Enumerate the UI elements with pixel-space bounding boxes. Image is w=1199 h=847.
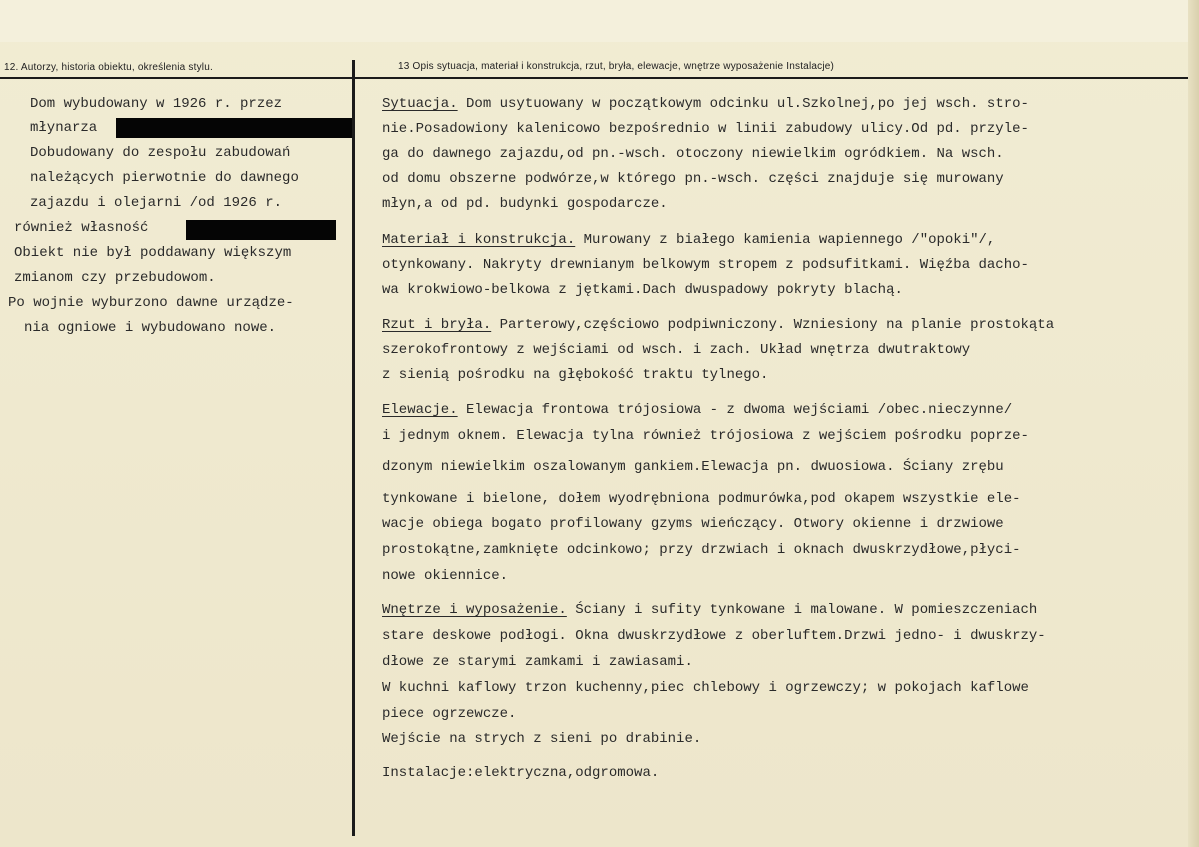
left-line-9: Po wojnie wyburzono dawne urządze- (8, 295, 294, 311)
body-line: Wejście na strych z sieni po drabinie. (382, 731, 702, 747)
column-divider (352, 60, 355, 836)
right-column-header: 13 Opis sytuacja, materiał i konstrukcja, rzut, bryła, elewacje, wnętrze wyposażenie Instalacje) (398, 61, 835, 72)
left-line-8: zmianom czy przebudowom. (14, 270, 216, 286)
card-top-margin (0, 0, 1199, 42)
header-rule (0, 77, 1199, 79)
body-line: szerokofrontowy z wejściami od wsch. i zach. Układ wnętrza dwutraktowy (382, 342, 971, 358)
body-line: W kuchni kaflowy trzon kuchenny,piec chlebowy i ogrzewczy; w pokojach kaflowe (382, 680, 1029, 696)
body-line: piece ogrzewcze. (382, 706, 517, 722)
section-heading: Elewacje. (382, 402, 458, 418)
body-line: prostokątne,zamknięte odcinkowo; przy drzwiach i oknach dwuskrzydłowe,płyci- (382, 542, 1021, 558)
left-line-10: nia ogniowe i wybudowano nowe. (24, 320, 277, 336)
redaction-bar (186, 220, 336, 240)
body-line: nie.Posadowiony kalenicowo bezpośrednio w linii zabudowy ulicy.Od pd. przyle- (382, 121, 1029, 137)
body-line: wacje obiega bogato profilowany gzyms wieńczący. Otwory okienne i drzwiowe (382, 516, 1004, 532)
left-line-6: również własność (14, 220, 149, 236)
body-line: otynkowany. Nakryty drewnianym belkowym stropem z podsufitkami. Więźba dacho- (382, 257, 1029, 273)
left-line-4: należących pierwotnie do dawnego (30, 170, 299, 186)
section-heading: Rzut i bryła. (382, 317, 492, 333)
body-line: i jednym oknem. Elewacja tylna również trójosiowa z wejściem pośrodku poprze- (382, 428, 1029, 444)
body-line: Murowany z białego kamienia wapiennego /"opoki"/, (575, 232, 996, 248)
body-line: od domu obszerne podwórze,w którego pn.-wsch. części znajduje się murowany (382, 171, 1004, 187)
body-line: z sienią pośrodku na głębokość traktu tylnego. (382, 367, 769, 383)
left-line-5: zajazdu i olejarni /od 1926 r. (30, 195, 283, 211)
body-line: Ściany i sufity tynkowane i malowane. W pomieszczeniach (566, 602, 1038, 618)
body-line: Parterowy,częściowo podpiwniczony. Wzniesiony na planie prostokąta (491, 317, 1055, 333)
body-line: nowe okiennice. (382, 568, 509, 584)
body-line: ga do dawnego zajazdu,od pn.-wsch. otoczony niewielkim ogródkiem. Na wsch. (382, 146, 1004, 162)
body-line: dzonym niewielkim oszalowanym gankiem.Elewacja pn. dwuosiowa. Ściany zrębu (382, 459, 1004, 475)
section-heading: Wnętrze i wyposażenie. (382, 602, 567, 618)
section-situation (382, 94, 1029, 115)
left-line-7: Obiekt nie był poddawany większym (14, 245, 292, 261)
card-right-edge (1188, 0, 1199, 847)
left-line-3: Dobudowany do zespołu zabudowań (30, 145, 291, 161)
body-line: stare deskowe podłogi. Okna dwuskrzydłowe z oberluftem.Drzwi jedno- i dwuskrzy- (382, 628, 1046, 644)
section-heading: Sytuacja. (382, 96, 458, 112)
redaction-bar (116, 118, 352, 138)
section-elevations (382, 400, 1012, 421)
body-line: Elewacja frontowa trójosiowa - z dwoma wejściami /obec.nieczynne/ (457, 402, 1013, 418)
body-line: Instalacje:elektryczna,odgromowa. (382, 765, 660, 781)
left-line-1: Dom wybudowany w 1926 r. przez (30, 96, 283, 112)
body-line: tynkowane i bielone, dołem wyodrębniona podmurówka,pod okapem wszystkie ele- (382, 491, 1021, 507)
section-heading: Materiał i konstrukcja. (382, 232, 576, 248)
section-plan (382, 315, 1054, 336)
section-material (382, 230, 995, 251)
section-interior (382, 600, 1037, 621)
left-column-header: 12. Autorzy, historia obiektu, określenia stylu. (4, 62, 213, 73)
body-line: wa krokwiowo-belkowa z jętkami.Dach dwuspadowy pokryty blachą. (382, 282, 903, 298)
left-line-2: młynarza (30, 120, 98, 136)
body-line: młyn,a od pd. budynki gospodarcze. (382, 196, 668, 212)
body-line: Dom usytuowany w początkowym odcinku ul.Szkolnej,po jej wsch. stro- (457, 96, 1029, 112)
body-line: dłowe ze starymi zamkami i zawiasami. (382, 654, 693, 670)
